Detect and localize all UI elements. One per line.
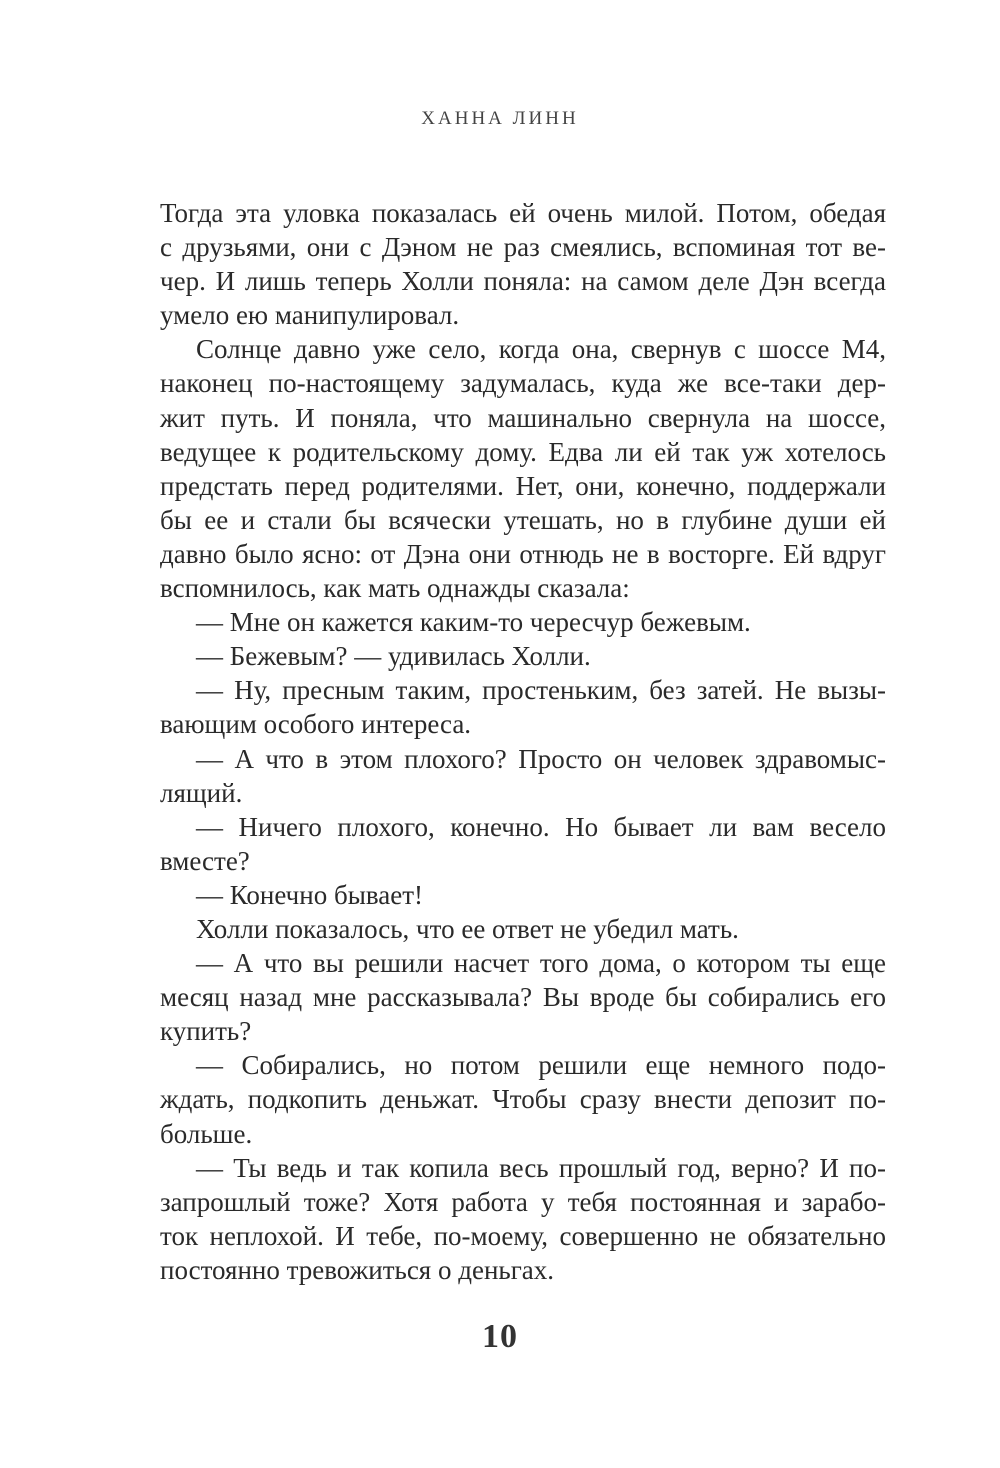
text-line: купить? <box>160 1016 252 1047</box>
text-line: давно было ясно: от Дэна они отнюдь не в восторге. Ей вдруг <box>160 538 886 569</box>
text-line: — Мне он кажется каким-то чересчур бежевым. <box>196 607 751 638</box>
text-line: вспомнилось, как мать однажды сказала: <box>160 573 630 604</box>
text-line: — Бежевым? — удивилась Холли. <box>196 641 591 672</box>
running-head-author: ХАННА ЛИНН <box>421 108 579 129</box>
text-line: — Собирались, но потом решили еще немного подо- <box>196 1050 886 1081</box>
text-line: вающим особого интереса. <box>160 709 472 740</box>
text-line: ведущее к родительскому дому. Едва ли ей так уж хотелось <box>160 436 886 467</box>
text-line: ток неплохой. И тебе, по-моему, совершенно не обязательно <box>160 1220 886 1251</box>
text-line: — Ну, пресным таким, простеньким, без затей. Не вызы- <box>196 675 886 706</box>
page-number: 10 <box>482 1318 518 1355</box>
text-line: больше. <box>160 1118 253 1149</box>
text-line: месяц назад мне рассказывала? Вы вроде бы собирались его <box>160 982 886 1013</box>
text-line: — А что вы решили насчет того дома, о котором ты еще <box>196 948 886 979</box>
text-line: Тогда эта уловка показалась ей очень милой. Потом, обедая <box>160 198 886 228</box>
text-line: предстать перед родителями. Нет, они, конечно, поддержали <box>160 470 886 501</box>
text-line: — Ты ведь и так копила весь прошлый год, верно? И по- <box>196 1152 886 1183</box>
text-line: лящий. <box>160 777 243 808</box>
text-line: постоянно тревожиться о деньгах. <box>160 1254 555 1285</box>
text-line: чер. И лишь теперь Холли поняла: на самом деле Дэн всегда <box>160 266 886 297</box>
text-line: бы ее и стали бы всячески утешать, но в глубине души ей <box>160 504 886 535</box>
text-line: вместе? <box>160 845 250 876</box>
text-line: жит путь. И поняла, что машинально свернула на шоссе, <box>160 402 886 433</box>
text-line: — Конечно бывает! <box>196 879 423 910</box>
text-line: — Ничего плохого, конечно. Но бывает ли вам весело <box>196 811 886 842</box>
text-line: наконец по-настоящему задумалась, куда же все-таки дер- <box>160 368 886 399</box>
text-line: умело ею манипулировал. <box>160 300 460 331</box>
text-line: запрошлый тоже? Хотя работа у тебя постоянная и зарабо- <box>160 1186 886 1217</box>
body-text <box>160 196 886 1287</box>
text-line: Солнце давно уже село, когда она, свернув с шоссе М4, <box>196 334 886 365</box>
text-line: с друзьями, они с Дэном не раз смеялись, вспоминая тот ве- <box>160 232 886 263</box>
text-line: ждать, подкопить деньжат. Чтобы сразу внести депозит по- <box>160 1084 886 1115</box>
text-line: — А что в этом плохого? Просто он человек здравомыс- <box>196 743 886 774</box>
text-line: Холли показалось, что ее ответ не убедил мать. <box>196 913 739 944</box>
